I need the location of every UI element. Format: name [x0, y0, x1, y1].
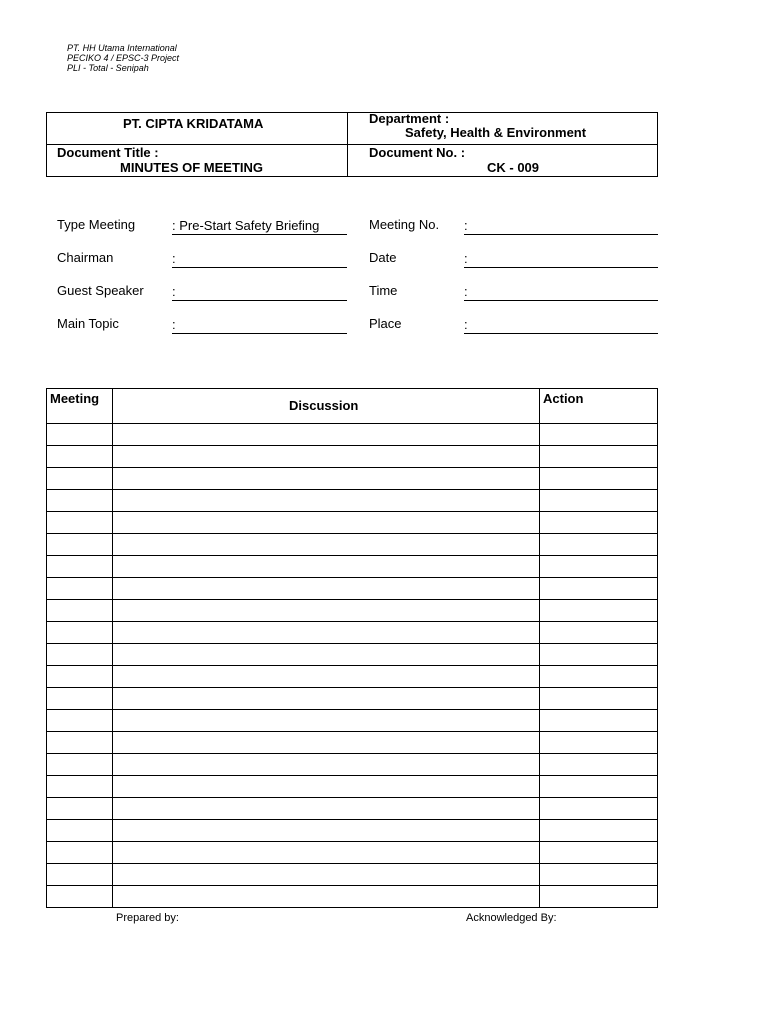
place-label: Place [369, 316, 402, 331]
project-info [67, 43, 179, 73]
discussion-cell[interactable] [113, 556, 540, 578]
meeting-no-field[interactable]: : [464, 217, 658, 235]
table-row [47, 512, 658, 534]
meeting-cell[interactable] [47, 842, 113, 864]
action-header-text: Action [543, 391, 584, 406]
action-cell[interactable] [540, 732, 658, 754]
meeting-column-header [47, 389, 113, 424]
discussion-cell[interactable] [113, 644, 540, 666]
action-cell[interactable] [540, 886, 658, 908]
table-row [47, 754, 658, 776]
doc-no-value: CK - 009 [487, 160, 540, 175]
meeting-cell[interactable] [47, 534, 113, 556]
table-row [47, 666, 658, 688]
prepared-by-label: Prepared by: [116, 912, 179, 924]
time-field[interactable]: : [464, 283, 658, 301]
doc-title-label: Document Title : [57, 145, 159, 160]
action-cell[interactable] [540, 798, 658, 820]
time-label: Time [369, 283, 398, 298]
discussion-cell[interactable] [113, 820, 540, 842]
discussion-cell[interactable] [113, 490, 540, 512]
table-row [47, 732, 658, 754]
meeting-cell[interactable] [47, 776, 113, 798]
meeting-no-label: Meeting No. [369, 217, 440, 232]
discussion-cell[interactable] [113, 732, 540, 754]
doc-no-label: Document No. : [369, 145, 466, 160]
discussion-cell[interactable] [113, 424, 540, 446]
action-cell[interactable] [540, 666, 658, 688]
action-cell[interactable] [540, 468, 658, 490]
discussion-cell[interactable] [113, 512, 540, 534]
discussion-cell[interactable] [113, 578, 540, 600]
table-row [47, 710, 658, 732]
action-cell[interactable] [540, 864, 658, 886]
discussion-cell[interactable] [113, 710, 540, 732]
main-topic-field[interactable]: : [172, 316, 347, 334]
table-row [47, 644, 658, 666]
discussion-cell[interactable] [113, 622, 540, 644]
action-cell[interactable] [540, 600, 658, 622]
project-info-line: PT. HH Utama International [67, 43, 177, 53]
table-row [47, 490, 658, 512]
table-row [47, 886, 658, 908]
meeting-header-text: Meeting [50, 391, 100, 406]
acknowledged-by-label: Acknowledged By: [466, 912, 557, 924]
table-row [47, 534, 658, 556]
table-row [47, 820, 658, 842]
discussion-cell[interactable] [113, 688, 540, 710]
table-row [47, 578, 658, 600]
meeting-cell[interactable] [47, 424, 113, 446]
discussion-cell[interactable] [113, 534, 540, 556]
discussion-column-header [113, 389, 540, 424]
meeting-cell[interactable] [47, 886, 113, 908]
discussion-header-text: Discussion [289, 398, 359, 413]
meeting-cell[interactable] [47, 666, 113, 688]
action-cell[interactable] [540, 534, 658, 556]
action-cell[interactable] [540, 644, 658, 666]
discussion-cell[interactable] [113, 886, 540, 908]
discussion-cell[interactable] [113, 600, 540, 622]
minutes-table [46, 388, 658, 908]
minutes-header-row [47, 389, 658, 424]
table-row [47, 688, 658, 710]
meeting-cell[interactable] [47, 688, 113, 710]
doc-title-cell [47, 145, 348, 177]
discussion-cell[interactable] [113, 776, 540, 798]
table-row [47, 622, 658, 644]
action-cell[interactable] [540, 490, 658, 512]
table-row [47, 556, 658, 578]
discussion-cell[interactable] [113, 446, 540, 468]
table-row [47, 798, 658, 820]
discussion-cell[interactable] [113, 842, 540, 864]
guest-speaker-field[interactable]: : [172, 283, 347, 301]
meeting-cell[interactable] [47, 754, 113, 776]
guest-speaker-label: Guest Speaker [57, 283, 144, 298]
meeting-cell[interactable] [47, 622, 113, 644]
table-row [47, 600, 658, 622]
discussion-cell[interactable] [113, 666, 540, 688]
discussion-cell[interactable] [113, 754, 540, 776]
minutes-body [47, 424, 658, 908]
action-cell[interactable] [540, 688, 658, 710]
type-meeting-field[interactable]: : Pre-Start Safety Briefing [172, 217, 347, 235]
action-cell[interactable] [540, 578, 658, 600]
action-cell[interactable] [540, 424, 658, 446]
date-label: Date [369, 250, 397, 265]
action-cell[interactable] [540, 446, 658, 468]
action-cell[interactable] [540, 754, 658, 776]
doc-no-cell [348, 145, 658, 177]
department-label: Department : [369, 111, 450, 126]
main-topic-label: Main Topic [57, 316, 119, 331]
discussion-cell[interactable] [113, 864, 540, 886]
department-cell [348, 113, 658, 145]
meeting-cell[interactable] [47, 578, 113, 600]
action-cell[interactable] [540, 842, 658, 864]
table-row [47, 468, 658, 490]
project-info-line: PLI - Total - Senipah [67, 63, 149, 73]
meeting-cell[interactable] [47, 710, 113, 732]
meeting-cell[interactable] [47, 468, 113, 490]
company-cell [47, 113, 348, 145]
meeting-cell[interactable] [47, 556, 113, 578]
meeting-cell[interactable] [47, 446, 113, 468]
date-field[interactable]: : [464, 250, 658, 268]
table-row [47, 424, 658, 446]
action-cell[interactable] [540, 556, 658, 578]
table-row [47, 864, 658, 886]
discussion-cell[interactable] [113, 468, 540, 490]
place-field[interactable]: : [464, 316, 658, 334]
action-cell[interactable] [540, 776, 658, 798]
meeting-cell[interactable] [47, 490, 113, 512]
meeting-cell[interactable] [47, 864, 113, 886]
document-header-box [46, 112, 658, 177]
action-column-header [540, 389, 658, 424]
meeting-cell[interactable] [47, 820, 113, 842]
meeting-cell[interactable] [47, 644, 113, 666]
discussion-cell[interactable] [113, 798, 540, 820]
meeting-cell[interactable] [47, 798, 113, 820]
type-meeting-label: Type Meeting [57, 217, 136, 232]
action-cell[interactable] [540, 820, 658, 842]
project-info-line: PECIKO 4 / EPSC-3 Project [67, 53, 180, 63]
company-name: PT. CIPTA KRIDATAMA [123, 116, 264, 131]
table-row [47, 776, 658, 798]
table-row [47, 842, 658, 864]
meeting-cell[interactable] [47, 512, 113, 534]
action-cell[interactable] [540, 622, 658, 644]
meeting-cell[interactable] [47, 600, 113, 622]
meeting-cell[interactable] [47, 732, 113, 754]
action-cell[interactable] [540, 512, 658, 534]
table-row [47, 446, 658, 468]
doc-title-value: MINUTES OF MEETING [120, 160, 263, 175]
chairman-field[interactable]: : [172, 250, 347, 268]
department-value: Safety, Health & Environment [405, 125, 587, 140]
action-cell[interactable] [540, 710, 658, 732]
chairman-label: Chairman [57, 250, 114, 265]
